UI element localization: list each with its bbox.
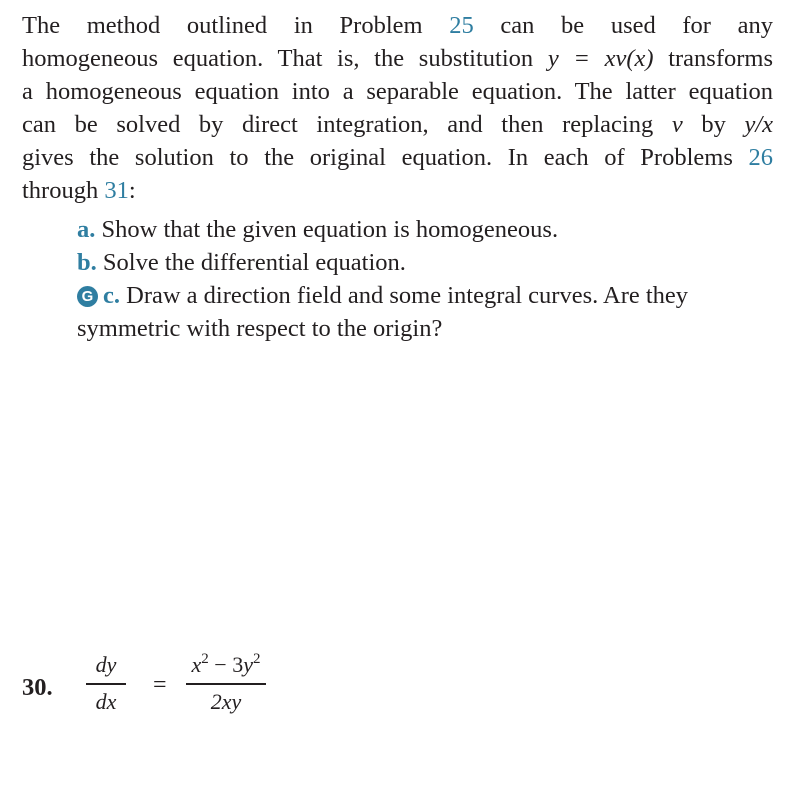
task-text-c: Draw a direction field and some integral curves. Are they: [126, 282, 689, 309]
intro-text: by: [682, 111, 745, 138]
task-marker-a: a.: [77, 216, 96, 243]
lhs-denominator: dx: [95, 688, 117, 714]
intro-line-5: [22, 141, 773, 174]
intro-line-3: a homogeneous equation into a separable equation. The latter equation: [22, 78, 773, 105]
ratio-formula: y/x: [744, 111, 773, 138]
problem-31-link[interactable]: 31: [104, 177, 129, 204]
task-item-a: [77, 213, 777, 246]
rhs-x: x: [191, 652, 202, 677]
graphing-icon: G: [77, 286, 98, 307]
intro-text: :: [128, 177, 136, 204]
task-list: [77, 213, 777, 345]
intro-line-6: [22, 174, 773, 207]
intro-text: through: [22, 177, 105, 204]
lhs-fraction-bar: [86, 683, 126, 685]
intro-text: gives the solution to the original equation. In each of Problems: [22, 144, 749, 171]
rhs-y: y: [243, 652, 253, 677]
task-item-c-continuation: symmetric with respect to the origin?: [77, 315, 443, 342]
task-text-b: Solve the differential equation.: [102, 249, 406, 276]
task-item-b: [77, 246, 777, 279]
task-item-c: [77, 279, 777, 312]
variable-v: v: [671, 111, 683, 138]
rhs-exp-1: 2: [201, 651, 209, 667]
intro-text: can be used for any: [473, 12, 773, 39]
intro-text: can be solved by direct integration, and then replacing: [22, 111, 672, 138]
rhs-minus-3: − 3: [208, 652, 244, 677]
rhs-numerator: [186, 650, 266, 680]
intro-text: The method outlined in Problem: [22, 12, 450, 39]
task-text-a: Show that the given equation is homogeneous.: [101, 216, 559, 243]
intro-line-4: [22, 108, 773, 141]
intro-text: transforms: [653, 45, 773, 72]
intro-text: homogeneous equation. That is, the substitution: [22, 45, 548, 72]
intro-line-2: [22, 42, 773, 75]
problem-25-link[interactable]: 25: [449, 12, 474, 39]
equals-sign: =: [153, 672, 167, 698]
task-marker-b: b.: [77, 249, 97, 276]
problem-intro-paragraph: [22, 9, 773, 207]
rhs-fraction: [186, 650, 266, 717]
substitution-formula: y = xv(x): [547, 45, 654, 72]
rhs-fraction-bar: [186, 683, 266, 685]
rhs-exp-2: 2: [252, 651, 261, 667]
task-marker-c: c.: [103, 282, 120, 309]
intro-line-1: [22, 9, 773, 42]
lhs-fraction: [86, 650, 126, 717]
problem-26-link[interactable]: 26: [748, 144, 773, 171]
problem-number: 30.: [22, 674, 53, 701]
rhs-denominator: 2xy: [210, 688, 242, 714]
problem-30: [22, 650, 422, 730]
lhs-numerator: dy: [95, 652, 117, 677]
